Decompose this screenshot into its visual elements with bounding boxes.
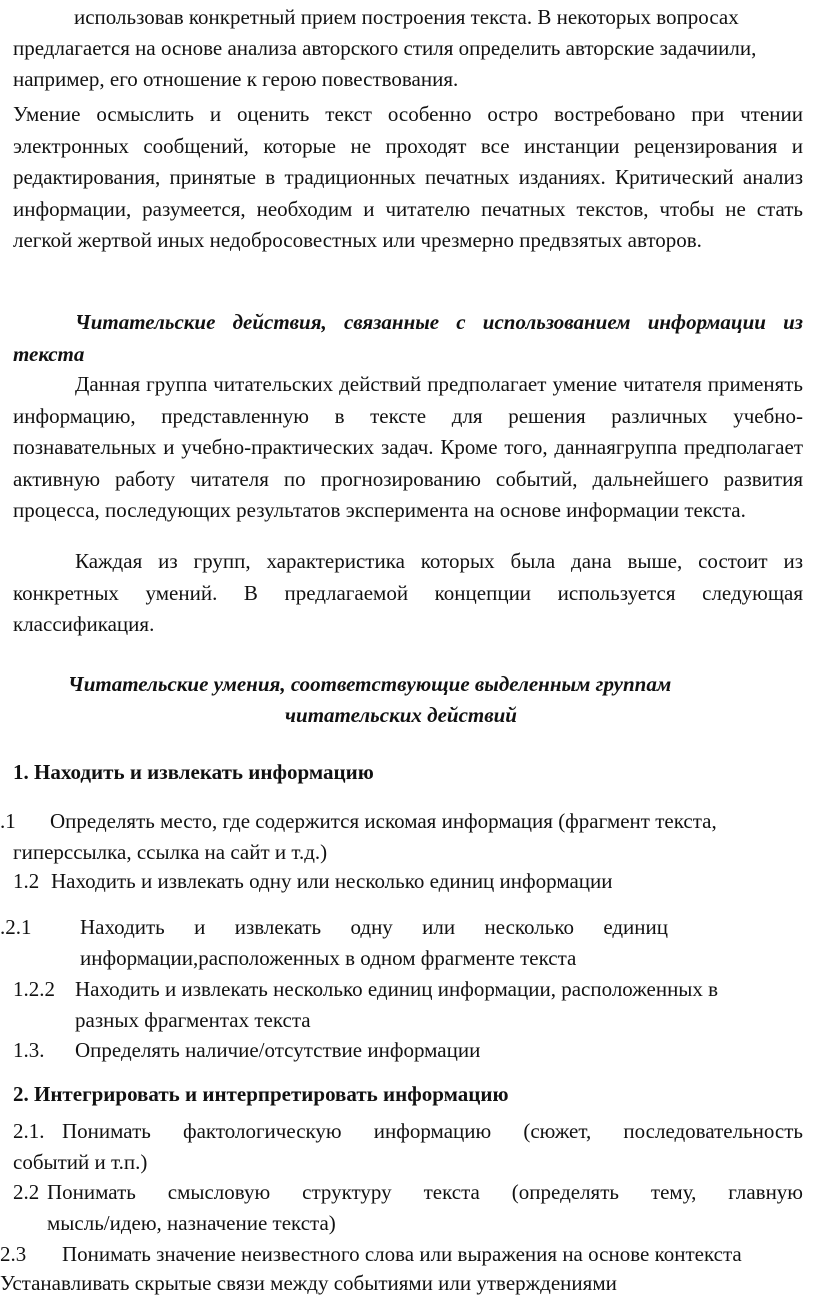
item-1-2-number: 1.2 bbox=[13, 869, 40, 893]
heading-skills-line-2: читательских действий bbox=[285, 703, 517, 727]
item-2-4-text: Устанавливать скрытые связи между событиями или утверждениями bbox=[0, 1271, 617, 1295]
item-1-1-text-cont: гиперссылка, ссылка на сайт и т.д.) bbox=[13, 840, 328, 864]
item-1-2-1-text: Находить и извлекать одну или несколько единиц bbox=[80, 915, 668, 939]
item-1-2-2-text-cont: разных фрагментах текста bbox=[75, 1008, 311, 1032]
paragraph-critical-analysis: Умение осмыслить и оценить текст особенно остро востребовано при чтении электронных сообщений, которые не проходят все инстанции рецензирования и редактирования, принятые в традиционных печатных изданиях. Критический анализ информации, разумеется, необходим и читателю печатных текстов, чтобы не стать легкой жертвой иных недобросовестных или чрезмерно предвзятых авторов. bbox=[13, 102, 803, 252]
heading-use-of-information: Читательские действия, связанные с использованием информации из текста bbox=[13, 310, 803, 366]
item-1-3-number: 1.3. bbox=[13, 1038, 45, 1062]
section-1-title: 1. Находить и извлекать информацию bbox=[13, 760, 374, 784]
section-2-title: 2. Интегрировать и интерпретировать информацию bbox=[13, 1082, 509, 1106]
item-1-1-text: Определять место, где содержится искомая информация (фрагмент текста, bbox=[50, 809, 717, 833]
item-2-3-number: 2.3 bbox=[0, 1242, 27, 1266]
item-1-2-2-number: 1.2.2 bbox=[13, 977, 55, 1001]
item-1-2-text: Находить и извлекать одну или несколько единиц информации bbox=[51, 869, 613, 893]
item-2-1-text-cont: событий и т.п.) bbox=[13, 1150, 148, 1174]
intro-line-2: предлагается на основе анализа авторского стиля определить авторские задачиили, bbox=[13, 36, 757, 60]
item-2-1-text: Понимать фактологическую информацию (сюжет, последовательность bbox=[62, 1119, 803, 1143]
item-2-2-text: Понимать смысловую структуру текста (определять тему, главную bbox=[47, 1180, 803, 1204]
item-1-3-text: Определять наличие/отсутствие информации bbox=[75, 1038, 481, 1062]
paragraph-groups: Каждая из групп, характеристика которых была дана выше, состоит из конкретных умений. В предлагаемой концепции используется следующая классификация. bbox=[13, 549, 803, 636]
intro-line-1: использовав конкретный прием построения текста. В некоторых вопросах bbox=[74, 5, 739, 29]
item-2-3-text: Понимать значение неизвестного слова или выражения на основе контекста bbox=[62, 1242, 742, 1266]
heading-skills-line-1: Читательские умения, соответствующие выделенным группам bbox=[68, 672, 672, 696]
item-1-2-1-text-cont: информации,расположенных в одном фрагменте текста bbox=[80, 946, 577, 970]
item-2-1-number: 2.1. bbox=[13, 1119, 45, 1143]
item-1-1-number: .1 bbox=[0, 809, 16, 833]
item-2-2-number: 2.2 bbox=[13, 1180, 40, 1204]
item-1-2-2-text: Находить и извлекать несколько единиц информации, расположенных в bbox=[75, 977, 719, 1001]
intro-line-3: например, его отношение к герою повествования. bbox=[13, 67, 459, 91]
item-2-2-text-cont: мысль/идею, назначение текста) bbox=[47, 1211, 336, 1235]
paragraph-use-of-information: Данная группа читательских действий предполагает умение читателя применять информацию, представленную в тексте для решения различных учебно-познавательных и учебно-практических задач. Кроме того, даннаягруппа предполагает активную работу читателя по прогнозированию событий, дальнейшего развития процесса, последующих результатов эксперимента на основе информации текста. bbox=[13, 372, 803, 522]
item-1-2-1-number: .2.1 bbox=[0, 915, 32, 939]
